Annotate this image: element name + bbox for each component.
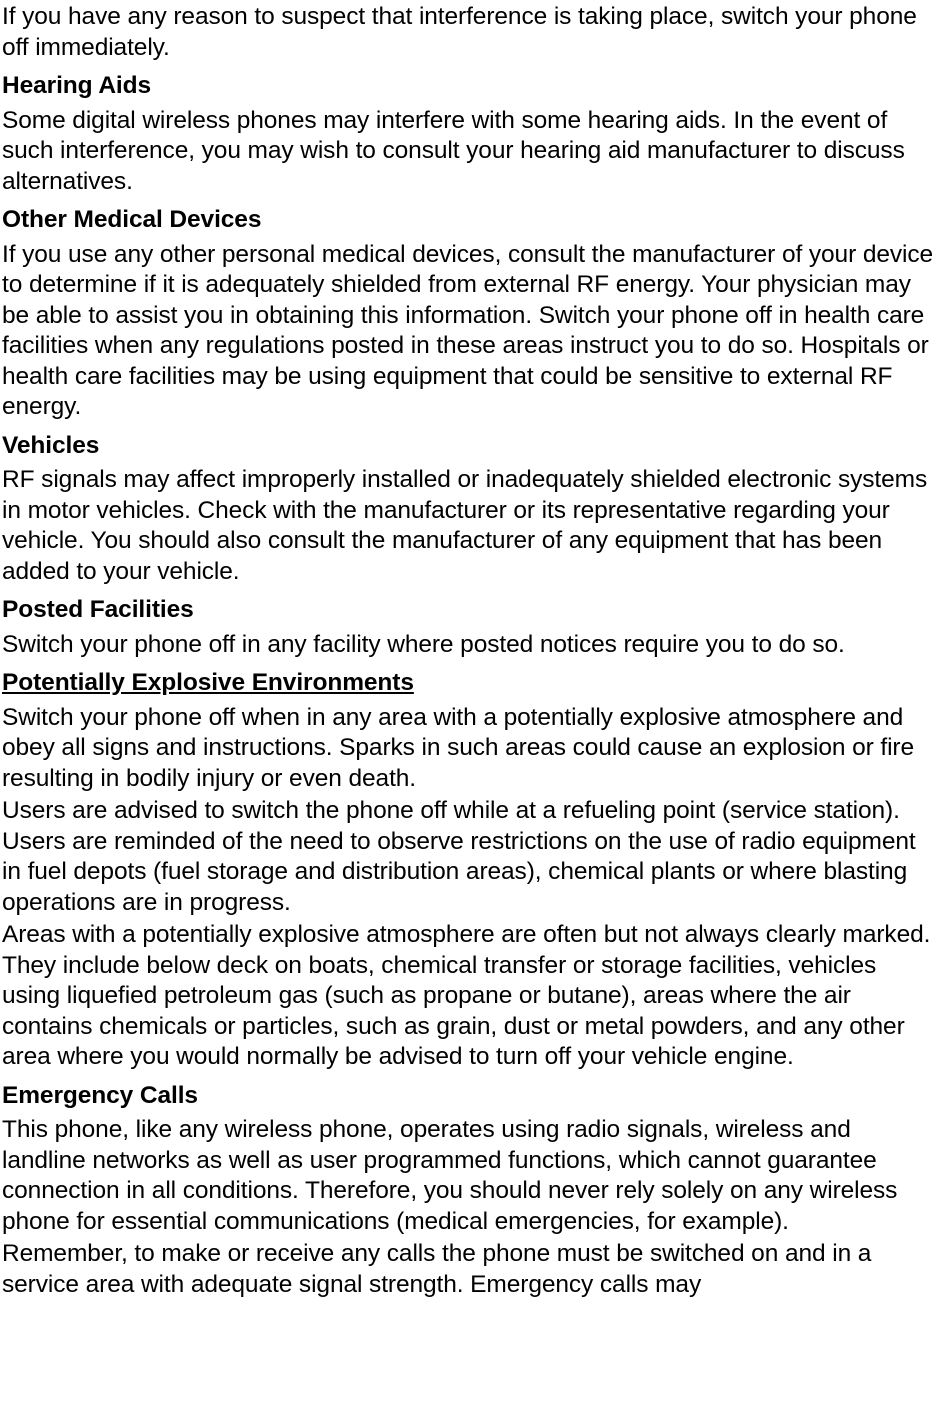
section-heading-posted-facilities: Posted Facilities [2,596,194,623]
section-heading-emergency-calls: Emergency Calls [2,1081,198,1109]
section-heading-vehicles: Vehicles [2,431,100,459]
paragraph-other-medical-devices: If you use any other personal medical devices, consult the manufacturer of your device to determine if it is adequately shielded from external RF energy. Your physician may be able to assist you in obtaining this information. Switch your phone off in health care facilities when any regulations posted in these areas instruct you to do so. Hospitals or health care facilities may be using equipment that could be sensitive to external RF energy. [2,240,934,420]
paragraph-explosive-areas-marked: Areas with a potentially explosive atmosphere are often but not always clearly marked. They include below deck on boats, chemical transfer or storage facilities, vehicles using liquefied petroleum gas (such as propane or butane), areas where the air contains chemicals or particles, such as grain, dust or metal powders, and any other area where you would normally be advised to turn off your vehicle engine. [2,921,931,1070]
section-heading-hearing-aids: Hearing Aids [2,72,152,99]
paragraph-explosive-refueling: Users are advised to switch the phone off while at a refueling point (service station). Users are reminded of the need to observe restrictions on the use of radio equipment in fuel depots (fuel storage and distribution areas), chemical plants or where blasting operations are in progress. [2,797,916,916]
paragraph-hearing-aids: Some digital wireless phones may interfere with some hearing aids. In the event of such interference, you may wish to consult your hearing aid manufacturer to discuss alternatives. [2,106,905,195]
section-heading-other-medical-devices: Other Medical Devices [2,206,262,233]
paragraph-vehicles: RF signals may affect improperly installed or inadequately shielded electronic systems in motor vehicles. Check with the manufacturer or its representative regarding your vehicle. You should also consult the manufacturer of any equipment that has been added to your vehicle. [2,466,928,585]
paragraph-posted-facilities: Switch your phone off in any facility where posted notices require you to do so. [2,630,845,658]
section-heading-potentially-explosive-environments: Potentially Explosive Environments [2,669,414,696]
paragraph-emergency-calls-radio: This phone, like any wireless phone, operates using radio signals, wireless and landline networks as well as user programmed functions, which cannot guarantee connection in all conditions. Therefore, you should never rely solely on any wireless phone for essential communications (medical emergencies, for example). [2,1116,898,1235]
paragraph-emergency-calls-remember: Remember, to make or receive any calls the phone must be switched on and in a service area with adequate signal strength. Emergency calls may [2,1240,872,1298]
paragraph-explosive-switch-off: Switch your phone off when in any area with a potentially explosive atmosphere and obey all signs and instructions. Sparks in such areas could cause an explosion or fire resulting in bodily injury or even death. [2,703,915,792]
paragraph-interference-suspect: If you have any reason to suspect that interference is taking place, switch your phone off immediately. [2,3,917,61]
